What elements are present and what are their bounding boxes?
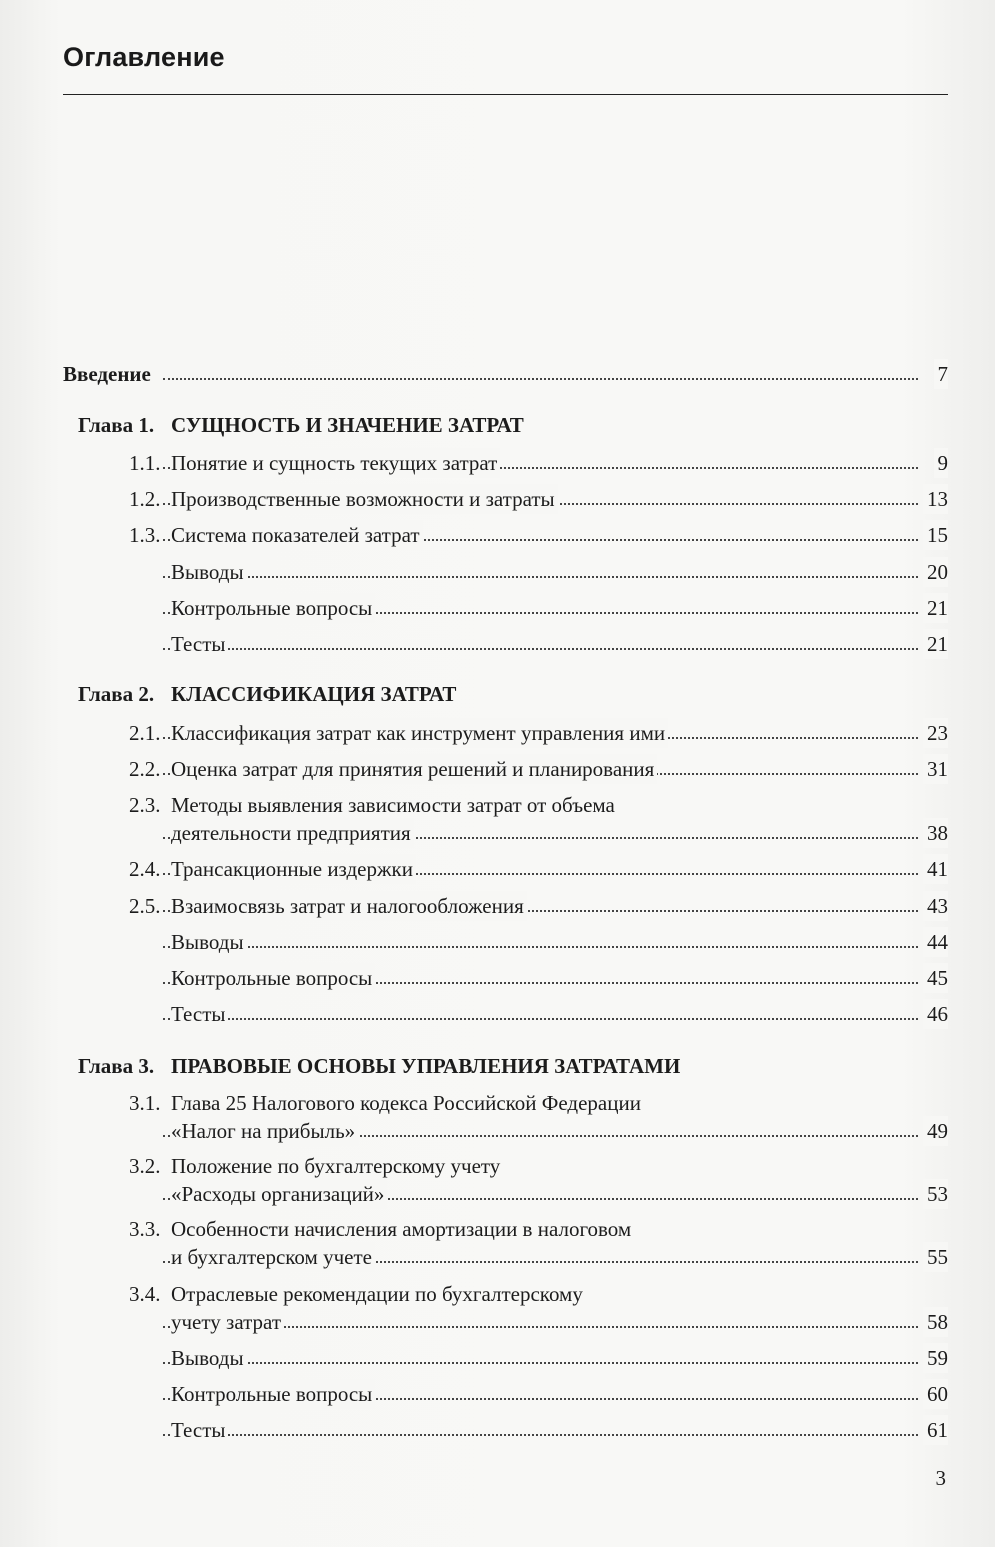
toc-page-number: 38	[923, 818, 948, 848]
toc-entry-title-continued: «Расходы организаций»	[171, 1179, 387, 1209]
section-number: 3.1.	[129, 1091, 161, 1115]
toc-page-number: 31	[923, 754, 948, 784]
toc-entry-ch2-questions[interactable]	[63, 963, 948, 993]
page-title: Оглавление	[63, 42, 225, 72]
toc-entry-title: Глава 25 Налогового кодекса Российской Федерации	[171, 1091, 641, 1115]
toc-page-number: 59	[923, 1343, 948, 1373]
chapter-title: ПРАВОВЫЕ ОСНОВЫ УПРАВЛЕНИЯ ЗАТРАТАМИ	[171, 1054, 681, 1078]
toc-entry-3-2-continued[interactable]	[63, 1179, 948, 1209]
toc-entry-title: Взаимосвязь затрат и налогообложения	[171, 891, 527, 921]
toc-entry-title: Тесты	[171, 629, 228, 659]
toc-entry-ch3-tests[interactable]	[63, 1415, 948, 1445]
toc-entry-3-4[interactable]	[63, 1279, 948, 1309]
toc-entry-title: Выводы	[171, 557, 247, 587]
section-number: 2.1.	[129, 721, 161, 745]
toc-entry-1-3[interactable]	[63, 520, 948, 550]
toc-page-number: 7	[934, 359, 949, 389]
toc-page-number: 60	[923, 1379, 948, 1409]
toc-entry-title: Контрольные вопросы	[171, 963, 375, 993]
toc-entry-ch2-tests[interactable]	[63, 999, 948, 1029]
toc-entry-2-4[interactable]	[63, 854, 948, 884]
section-number: 1.2.	[129, 487, 161, 511]
toc-entry-title: Выводы	[171, 927, 247, 957]
toc-page-number: 15	[923, 520, 948, 550]
toc-entry-title-continued: и бухгалтерском учете	[171, 1242, 375, 1272]
toc-entry-title: Особенности начисления амортизации в налоговом	[171, 1217, 632, 1241]
chapter-number: Глава 2.	[78, 682, 155, 706]
toc-entry-title: Оценка затрат для принятия решений и планирования	[171, 754, 657, 784]
toc-page-number: 21	[923, 629, 948, 659]
toc-entry-title: Трансакционные издержки	[171, 854, 416, 884]
title-underline	[63, 94, 948, 95]
section-number: 2.2.	[129, 757, 161, 781]
toc-entry-title: Отраслевые рекомендации по бухгалтерскому	[171, 1282, 583, 1306]
toc-entry-2-1[interactable]	[63, 718, 948, 748]
toc-page-number: 23	[923, 718, 948, 748]
chapter-title: СУЩНОСТЬ И ЗНАЧЕНИЕ ЗАТРАТ	[171, 413, 524, 437]
toc-entry-title-continued: «Налог на прибыль»	[171, 1116, 358, 1146]
toc-entry-2-3[interactable]	[63, 790, 948, 820]
toc-entry-ch3-conclusions[interactable]	[63, 1343, 948, 1373]
toc-page-number: 13	[923, 484, 948, 514]
toc-page-number: 55	[923, 1242, 948, 1272]
toc-entry-1-2[interactable]	[63, 484, 948, 514]
toc-entry-ch3-questions[interactable]	[63, 1379, 948, 1409]
toc-entry-3-3-continued[interactable]	[63, 1242, 948, 1272]
page-number: 3	[935, 1466, 946, 1490]
toc-page-number: 45	[923, 963, 948, 993]
toc-chapter-2[interactable]	[63, 679, 948, 709]
toc-entry-2-3-continued[interactable]	[63, 818, 948, 848]
toc-entry-2-5[interactable]	[63, 891, 948, 921]
toc-entry-3-4-continued[interactable]	[63, 1307, 948, 1337]
toc-entry-ch1-tests[interactable]	[63, 629, 948, 659]
section-number: 2.3.	[129, 793, 161, 817]
toc-page-number: 20	[923, 557, 948, 587]
section-number: 1.3.	[129, 523, 161, 547]
toc-page-number: 43	[923, 891, 948, 921]
toc-entry-title: Тесты	[171, 999, 228, 1029]
toc-entry-title-continued: учету затрат	[171, 1307, 284, 1337]
toc-entry-title: Классификация затрат как инструмент управления ими	[171, 718, 668, 748]
chapter-number: Глава 1.	[78, 413, 155, 437]
toc-page-number: 46	[923, 999, 948, 1029]
toc-entry-title: Введение	[63, 359, 154, 389]
toc-chapter-1[interactable]	[63, 410, 948, 440]
section-number: 1.1.	[129, 451, 161, 475]
toc-entry-3-1-continued[interactable]	[63, 1116, 948, 1146]
toc-entry-3-2[interactable]	[63, 1151, 948, 1181]
section-number: 3.4.	[129, 1282, 161, 1306]
toc-entry-title: Тесты	[171, 1415, 228, 1445]
toc-entry-title-continued: деятельности предприятия	[171, 818, 414, 848]
toc-page-number: 53	[923, 1179, 948, 1209]
toc-page-number: 41	[923, 854, 948, 884]
toc-entry-title: Система показателей затрат	[171, 520, 423, 550]
toc-entry-intro[interactable]	[63, 359, 948, 389]
toc-entry-1-1[interactable]	[63, 448, 948, 478]
toc-entry-title: Производственные возможности и затраты	[171, 484, 558, 514]
toc-entry-ch1-conclusions[interactable]	[63, 557, 948, 587]
toc-chapter-3[interactable]	[63, 1051, 948, 1081]
toc-page-number: 9	[934, 448, 949, 478]
toc-entry-title: Выводы	[171, 1343, 247, 1373]
toc-entry-title: Понятие и сущность текущих затрат	[171, 448, 500, 478]
toc-entry-title: Контрольные вопросы	[171, 593, 375, 623]
chapter-title: КЛАССИФИКАЦИЯ ЗАТРАТ	[171, 682, 457, 706]
toc-page-number: 44	[923, 927, 948, 957]
toc-entry-title: Положение по бухгалтерскому учету	[171, 1154, 501, 1178]
toc-entry-3-1[interactable]	[63, 1088, 948, 1118]
chapter-number: Глава 3.	[78, 1054, 155, 1078]
section-number: 3.3.	[129, 1217, 161, 1241]
toc-page-number: 61	[923, 1415, 948, 1445]
toc-page-number: 21	[923, 593, 948, 623]
toc-entry-2-2[interactable]	[63, 754, 948, 784]
toc-entry-title: Методы выявления зависимости затрат от объема	[171, 793, 615, 817]
section-number: 2.4.	[129, 857, 161, 881]
toc-entry-3-3[interactable]	[63, 1214, 948, 1244]
section-number: 3.2.	[129, 1154, 161, 1178]
section-number: 2.5.	[129, 894, 161, 918]
toc-page-number: 58	[923, 1307, 948, 1337]
toc-entry-ch2-conclusions[interactable]	[63, 927, 948, 957]
toc-entry-title: Контрольные вопросы	[171, 1379, 375, 1409]
toc-entry-ch1-questions[interactable]	[63, 593, 948, 623]
toc-page-number: 49	[923, 1116, 948, 1146]
